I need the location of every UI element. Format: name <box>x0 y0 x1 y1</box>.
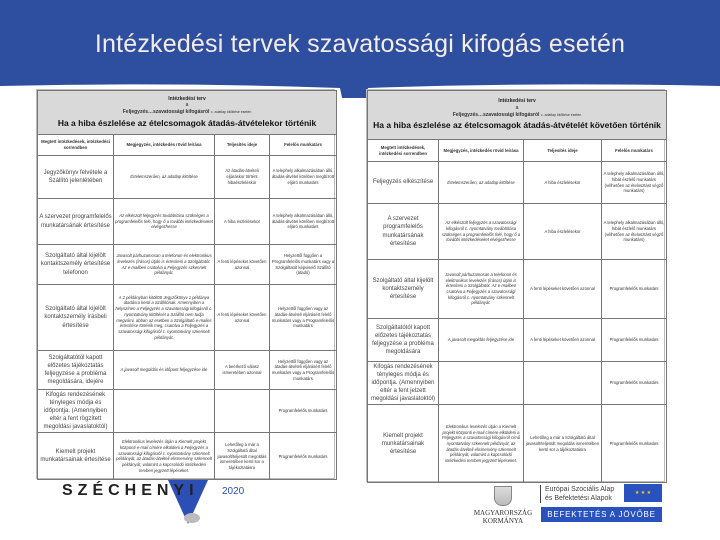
table-cell: Szolgáltatótól kapott előzetes tájékoztatás feljegyzése a probléma megoldására <box>368 319 439 362</box>
table-cell <box>215 390 270 433</box>
table-cell: Kifogás rendezésének tényleges módja és időpontja. (Amennyiben eltér a fent rögzített megoldási javaslatoktól) <box>38 390 114 433</box>
table-cell <box>439 362 524 405</box>
table-cell: A 2 példányban kitöltött Jegyzőkönyv 1 példánya átadásra kerül a Szállítónak. Amennyiben a helyszínen a Feljegyzés a szavatossági kifogásról c. nyomtatvány kitöltését a Szállító nem tudja megvárni, abban az esetben a Szolgáltató e-mailes értesítése történik meg, csatolva a Feljegyzés a szavatossági kifogásról c. nyomtatvány szkennelt példányát. <box>114 285 215 351</box>
table-cell: Helyzettől függően vagy az átadás-átvételi eljárásért felelő munkatárs vagy a Programfelelős munkatárs <box>270 351 337 390</box>
doc-title: Intézkedési terv <box>498 98 536 105</box>
table-cell: Lehetőleg a már a Szolgáltató által javasolt/teljesült megoldás ismeretében kerül sor a tájékoztatásra <box>215 433 270 480</box>
action-plan-document-at-handover <box>36 89 335 479</box>
table-cell: Értelemszerűen, az adatlap kitöltése <box>439 162 524 204</box>
table-row <box>38 156 337 199</box>
table-row <box>38 199 337 245</box>
table-cell: A javasolt megoldás feljegyzése ide <box>439 319 524 362</box>
eu-line2: és Befektetési Alapok <box>545 495 612 503</box>
table-cell: Szolgáltató által kijelölt kontaktszemély értesítése <box>368 260 439 319</box>
table-cell: Szolgáltató által kijelölt kontaktszemély írásbeli értesítése <box>38 285 114 351</box>
szechenyi-year: 2020 <box>222 486 245 497</box>
table-row <box>38 433 337 480</box>
document-header <box>368 91 667 140</box>
table-cell: Programfelelős munkatárs <box>602 319 667 362</box>
scenario-heading: Ha a hiba észlelése az ételcsomagok átadás-átvételekor történik <box>57 117 317 128</box>
table-cell: Javasolt párhuzamosan a telefonon és elektronikus levelezés (írásos) útján is értesíteni a Szolgáltatót. Az e-mailben csatolva a Feljegyzés a szavatossági kifogásról c. nyomtatvány szkennelt példányát. <box>439 260 524 319</box>
table-row <box>368 260 667 319</box>
table-cell: Programfelelős munkatárs <box>602 362 667 405</box>
table-row <box>38 245 337 285</box>
table-row <box>38 285 337 351</box>
table-cell: Feljegyzés elkészítése <box>368 162 439 204</box>
hungarian-government-logo <box>473 486 533 525</box>
table-row <box>368 319 667 362</box>
table-row <box>38 351 337 390</box>
doc-subtitle: a <box>515 104 519 111</box>
table-cell: Az átadás-átvételi eljáráskor történt hibaészleléskor <box>215 156 270 199</box>
table-cell: A beérkező válasz ismeretében azonnal <box>215 351 270 390</box>
invest-in-future-banner: BEFEKTETÉS A JÖVŐBE <box>541 507 662 522</box>
table-cell: A fenti lépéseket követően azonnal <box>524 319 602 362</box>
column-header: Megtett intézkedések, intézkedési sorrendben <box>38 135 114 156</box>
table-cell <box>524 362 602 405</box>
table-cell: Programfelelős munkatárs <box>270 390 337 433</box>
column-header: Megjegyzés, intézkedés rövid leírása <box>439 140 524 162</box>
table-cell: A szervezet programfelelős munkatársának értesítése <box>368 204 439 260</box>
table-cell: A hiba észlelésekor <box>524 204 602 260</box>
eu-line1: Európai Szociális Alap <box>545 486 615 493</box>
form-name: Feljegyzés…szavatossági kifogásról <box>452 111 540 118</box>
coat-of-arms-icon <box>494 486 512 506</box>
slide-title: Intézkedési tervek szavatossági kifogás esetén <box>94 30 626 58</box>
table-row <box>38 390 337 433</box>
table-cell: A fenti lépéseket követően azonnal <box>215 245 270 285</box>
table-cell: A hiba észlelésekor <box>215 199 270 245</box>
table-cell: Szolgáltató által kijelölt kontaktszemély értesítése telefonon <box>38 245 114 285</box>
table-row <box>368 405 667 483</box>
table-cell: A telephely alkalmazásában álló, hibát észlelő munkatárs (vélhetően az ételosztást végző munkatárs) <box>602 162 667 204</box>
gov-line1: MAGYARORSZÁG <box>473 509 533 517</box>
table-cell: A telephely alkalmazásában álló, hibát észlelő munkatárs (vélhetően az ételosztást végző munkatárs) <box>602 204 667 260</box>
table-cell <box>114 390 215 433</box>
form-note: c. adatlap kitöltése esetén <box>210 110 252 115</box>
table-cell: A hiba észlelésekor <box>524 162 602 204</box>
table-cell: Helyzettől függően vagy az átadás-átvételi eljárásért felelő munkatárs vagy a Programfelelős munkatárs <box>270 285 337 351</box>
eu-flag-icon: ★ ★ ★ <box>624 484 662 502</box>
table-cell: Programfelelős munkatárs <box>602 260 667 319</box>
eu-funds-text <box>540 485 614 503</box>
table-cell: Lehetőleg a már a Szolgáltató által javasolt/teljesült megoldás ismeretében kerül sor a tájékoztatásra <box>524 405 602 483</box>
gov-line2: KORMÁNYA <box>482 517 524 525</box>
doc-title: Intézkedési terv <box>168 95 206 102</box>
table-cell: Az elkészült feljegyzés a szavatossági kifogásról c. nyomtatvány továbbítása szükséges a programfelelős felé, hogy ő a további intézkedéseket elvégezhesse <box>439 204 524 260</box>
column-header: Teljesítés ideje <box>215 135 270 156</box>
form-name: Feljegyzés…szavatossági kifogásról <box>122 109 210 116</box>
table-cell: Szolgáltatótól kapott előzetes tájékoztatás feljegyzése a probléma megoldására, idejére <box>38 351 114 390</box>
table-cell: Az elkészült feljegyzés továbbítása szükséges a programfelelős felé, hogy ő a további intézkedéseket elvégezhesse <box>114 199 215 245</box>
table-cell: A szervezet programfelelős munkatársának értesítése <box>38 199 114 245</box>
document-header <box>38 91 337 135</box>
column-header: Megtett intézkedések, intézkedési sorrendben <box>368 140 439 162</box>
table-cell: Elektronikus levelezés útján a Kiemelt projekt központi e-mail címére elküldeni a Feljegyzés a szavatossági kifogásról c. nyomtatvány szkennelt példányát, az átadás-átvételi elismervény szkennelt példányát, valamint a kapcsolódó intézkedési tervben jegyzett lépéseket. <box>114 433 215 480</box>
szechenyi-text: SZÉCHENYI <box>62 482 199 499</box>
column-header: Megjegyzés, intézkedés rövid leírása <box>114 135 215 156</box>
table-cell: Jegyzőkönyv felvétele a Szállító jelenlétében <box>38 156 114 199</box>
scenario-heading: Ha a hiba észlelése az ételcsomagok átadás-átvételét követően történik <box>373 120 661 131</box>
table-cell: A fenti lépéseket követően azonnal <box>524 260 602 319</box>
table-cell: Elektronikus levelezés útján a Kiemelt projekt központi e-mail címére elküldeni a Feljegyzés a szavatossági kifogásról című nyomtatvány szkennelt példányát, az átadás-átvételi elismervény szkennelt példányát, valamint a kapcsolódó intézkedési tervben jegyzett lépéseket. <box>439 405 524 483</box>
table-cell: Javasolt párhuzamosan a telefonon és elektronikus levelezés (írásos) útján is értesíteni a Szolgáltatót. Az e-mailben csatolva a Feljegyzés szkennelt példányát. <box>114 245 215 285</box>
table-cell: Értelemszerűen, az adatlap kitöltése <box>114 156 215 199</box>
table-cell: A telephely alkalmazásában álló, átadás-átvétel körében megbízott eljáró munkatárs <box>270 156 337 199</box>
table-cell: Programfelelős munkatárs <box>270 433 337 480</box>
table-cell: A telephely alkalmazásában álló, átadás-átvétel körében megbízott eljáró munkatárs <box>270 199 337 245</box>
table-cell: A fenti lépéseket követően azonnal <box>215 285 270 351</box>
column-header: Felelős munkatárs <box>602 140 667 162</box>
doc-subtitle: a <box>185 102 189 109</box>
table-cell: Kiemelt projekt munkatársainak értesítése <box>38 433 114 480</box>
table-cell: Programfelelős munkatárs <box>602 405 667 483</box>
column-header: Teljesítés ideje <box>524 140 602 162</box>
column-header: Felelős munkatárs <box>270 135 337 156</box>
table-cell: Kiemelt projekt munkatársainak értesítése <box>368 405 439 483</box>
table-row <box>368 362 667 405</box>
action-plan-document-after-handover <box>366 89 665 482</box>
table-cell: Kifogás rendezésének tényleges módja és időpontja. (Amennyiben eltér a fent jelzett megoldási javaslatoktól) <box>368 362 439 405</box>
table-row <box>368 162 667 204</box>
form-note: c. adatlap kitöltése esetén <box>540 112 582 117</box>
table-cell: Helyzettől függően a Programfelelős munkatárs vagy a Szolgáltatót képviselő Szállító (átadó) <box>270 245 337 285</box>
table-cell: A javasolt megoldás és időpont feljegyzése ide <box>114 351 215 390</box>
table-row <box>368 204 667 260</box>
